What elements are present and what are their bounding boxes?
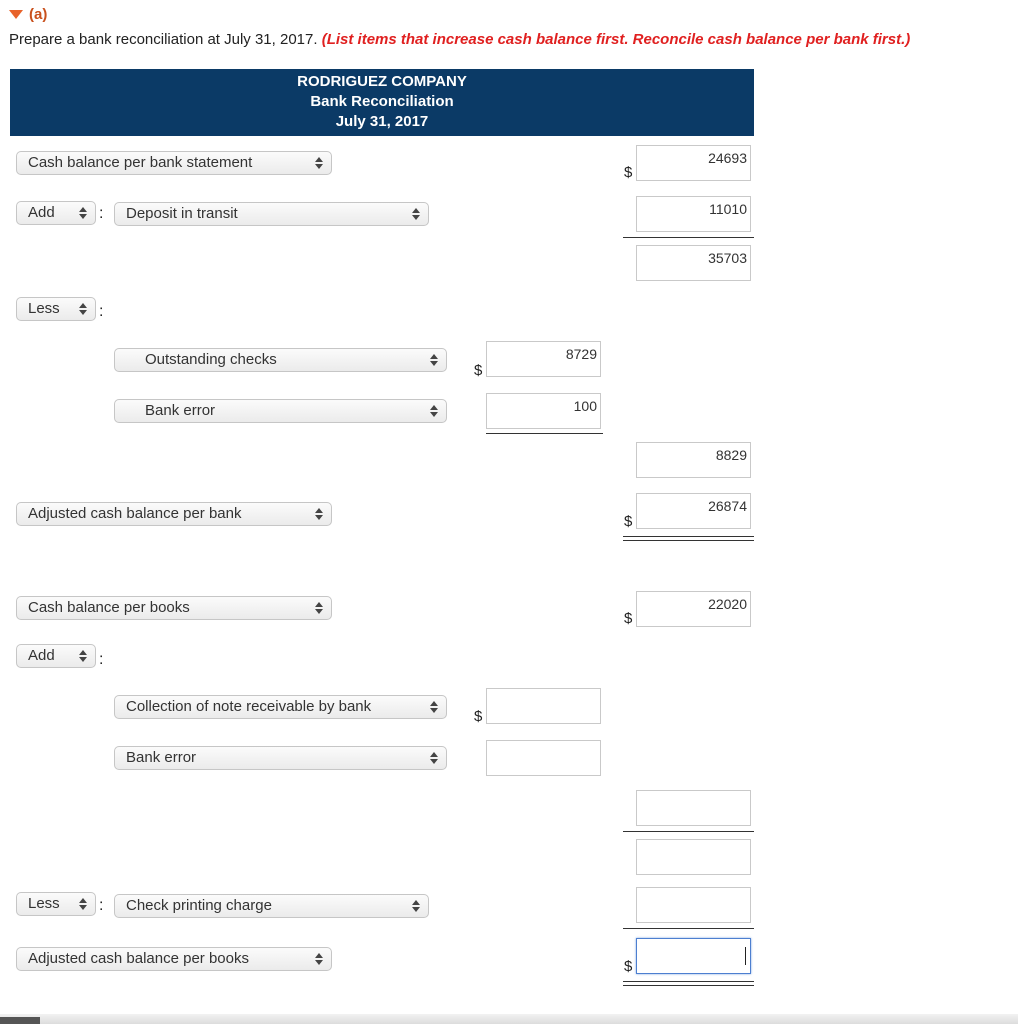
- bank-add-label: Add: [28, 204, 55, 221]
- books-start-label: Cash balance per books: [28, 599, 190, 616]
- books-add-label: Add: [28, 647, 55, 664]
- select-arrows-icon: [430, 354, 438, 366]
- books-subtotal-input[interactable]: [636, 839, 751, 875]
- books-less-item-select[interactable]: [114, 894, 429, 918]
- books-adjusted-input[interactable]: [636, 938, 751, 974]
- bank-less-item-2-select[interactable]: [114, 399, 447, 423]
- books-less-label: Less: [28, 895, 60, 912]
- section-a-toggle[interactable]: [9, 6, 47, 23]
- instructions: [9, 31, 910, 48]
- books-add-select[interactable]: [16, 644, 96, 668]
- dollar-sign: $: [624, 513, 633, 530]
- books-add-item-2-select[interactable]: [114, 746, 447, 770]
- colon: :: [99, 897, 104, 914]
- bank-adjusted-label: Adjusted cash balance per bank: [28, 505, 242, 522]
- underline: [623, 237, 754, 238]
- books-add-item-2-input[interactable]: [486, 740, 601, 776]
- select-arrows-icon: [315, 157, 323, 169]
- bank-adjusted-input[interactable]: 26874: [636, 493, 751, 529]
- bank-start-label: Cash balance per bank statement: [28, 154, 253, 171]
- statement-title: Bank Reconciliation: [310, 93, 454, 110]
- select-arrows-icon: [412, 208, 420, 220]
- books-adjusted-label: Adjusted cash balance per books: [28, 950, 249, 967]
- select-arrows-icon: [412, 900, 420, 912]
- dollar-sign: $: [624, 958, 633, 975]
- books-start-select[interactable]: [16, 596, 332, 620]
- books-add-item-1-select[interactable]: [114, 695, 447, 719]
- text-cursor: [745, 947, 746, 965]
- collapse-triangle-icon[interactable]: [9, 10, 23, 19]
- underline: [486, 433, 603, 434]
- bank-less-total-input[interactable]: 8829: [636, 442, 751, 478]
- bank-less-item-1-label: Outstanding checks: [145, 351, 277, 368]
- select-arrows-icon: [315, 508, 323, 520]
- colon: :: [99, 651, 104, 668]
- reconciliation-header: [10, 69, 754, 136]
- books-add-item-2-label: Bank error: [126, 749, 197, 766]
- bank-less-item-2-input[interactable]: 100: [486, 393, 601, 429]
- bank-less-item-1-input[interactable]: 8729: [486, 341, 601, 377]
- double-underline: [623, 536, 754, 541]
- books-less-input[interactable]: [636, 887, 751, 923]
- statement-date: July 31, 2017: [335, 113, 429, 130]
- dollar-sign: $: [474, 362, 483, 379]
- select-arrows-icon: [79, 898, 87, 910]
- scrollbar-thumb[interactable]: [0, 1017, 40, 1024]
- select-arrows-icon: [430, 701, 438, 713]
- books-start-input[interactable]: 22020: [636, 591, 751, 627]
- select-arrows-icon: [79, 303, 87, 315]
- books-add-total-input[interactable]: [636, 790, 751, 826]
- bank-less-item-2-label: Bank error: [145, 402, 216, 419]
- books-add-item-1-label: Collection of note receivable by bank: [126, 698, 372, 715]
- underline: [623, 928, 754, 929]
- bank-subtotal-input[interactable]: 35703: [636, 245, 751, 281]
- colon: :: [99, 303, 104, 320]
- instructions-text: Prepare a bank reconciliation at July 31, 2017.: [9, 31, 322, 48]
- books-adjusted-select[interactable]: [16, 947, 332, 971]
- select-arrows-icon: [79, 207, 87, 219]
- dollar-sign: $: [624, 610, 633, 627]
- dollar-sign: $: [474, 708, 483, 725]
- company-name: RODRIGUEZ COMPANY: [297, 73, 467, 90]
- select-arrows-icon: [315, 953, 323, 965]
- double-underline: [623, 981, 754, 986]
- dollar-sign: $: [624, 164, 633, 181]
- bank-less-item-1-select[interactable]: [114, 348, 447, 372]
- select-arrows-icon: [430, 405, 438, 417]
- bank-add-item-select[interactable]: [114, 202, 429, 226]
- select-arrows-icon: [430, 752, 438, 764]
- bank-add-input[interactable]: 11010: [636, 196, 751, 232]
- bank-start-select[interactable]: [16, 151, 332, 175]
- select-arrows-icon: [315, 602, 323, 614]
- bank-start-input[interactable]: 24693: [636, 145, 751, 181]
- bank-add-item-label: Deposit in transit: [126, 205, 238, 222]
- books-add-item-1-input[interactable]: [486, 688, 601, 724]
- books-less-select[interactable]: [16, 892, 96, 916]
- section-label: (a): [29, 6, 48, 23]
- bank-add-select[interactable]: [16, 201, 96, 225]
- bank-less-label: Less: [28, 300, 60, 317]
- horizontal-scrollbar[interactable]: [0, 1014, 1018, 1024]
- instructions-hint: (List items that increase cash balance first. Reconcile cash balance per bank first.): [321, 31, 911, 48]
- underline: [623, 831, 754, 832]
- books-less-item-label: Check printing charge: [126, 897, 272, 914]
- select-arrows-icon: [79, 650, 87, 662]
- bank-less-select[interactable]: [16, 297, 96, 321]
- colon: :: [99, 205, 104, 222]
- bank-adjusted-select[interactable]: [16, 502, 332, 526]
